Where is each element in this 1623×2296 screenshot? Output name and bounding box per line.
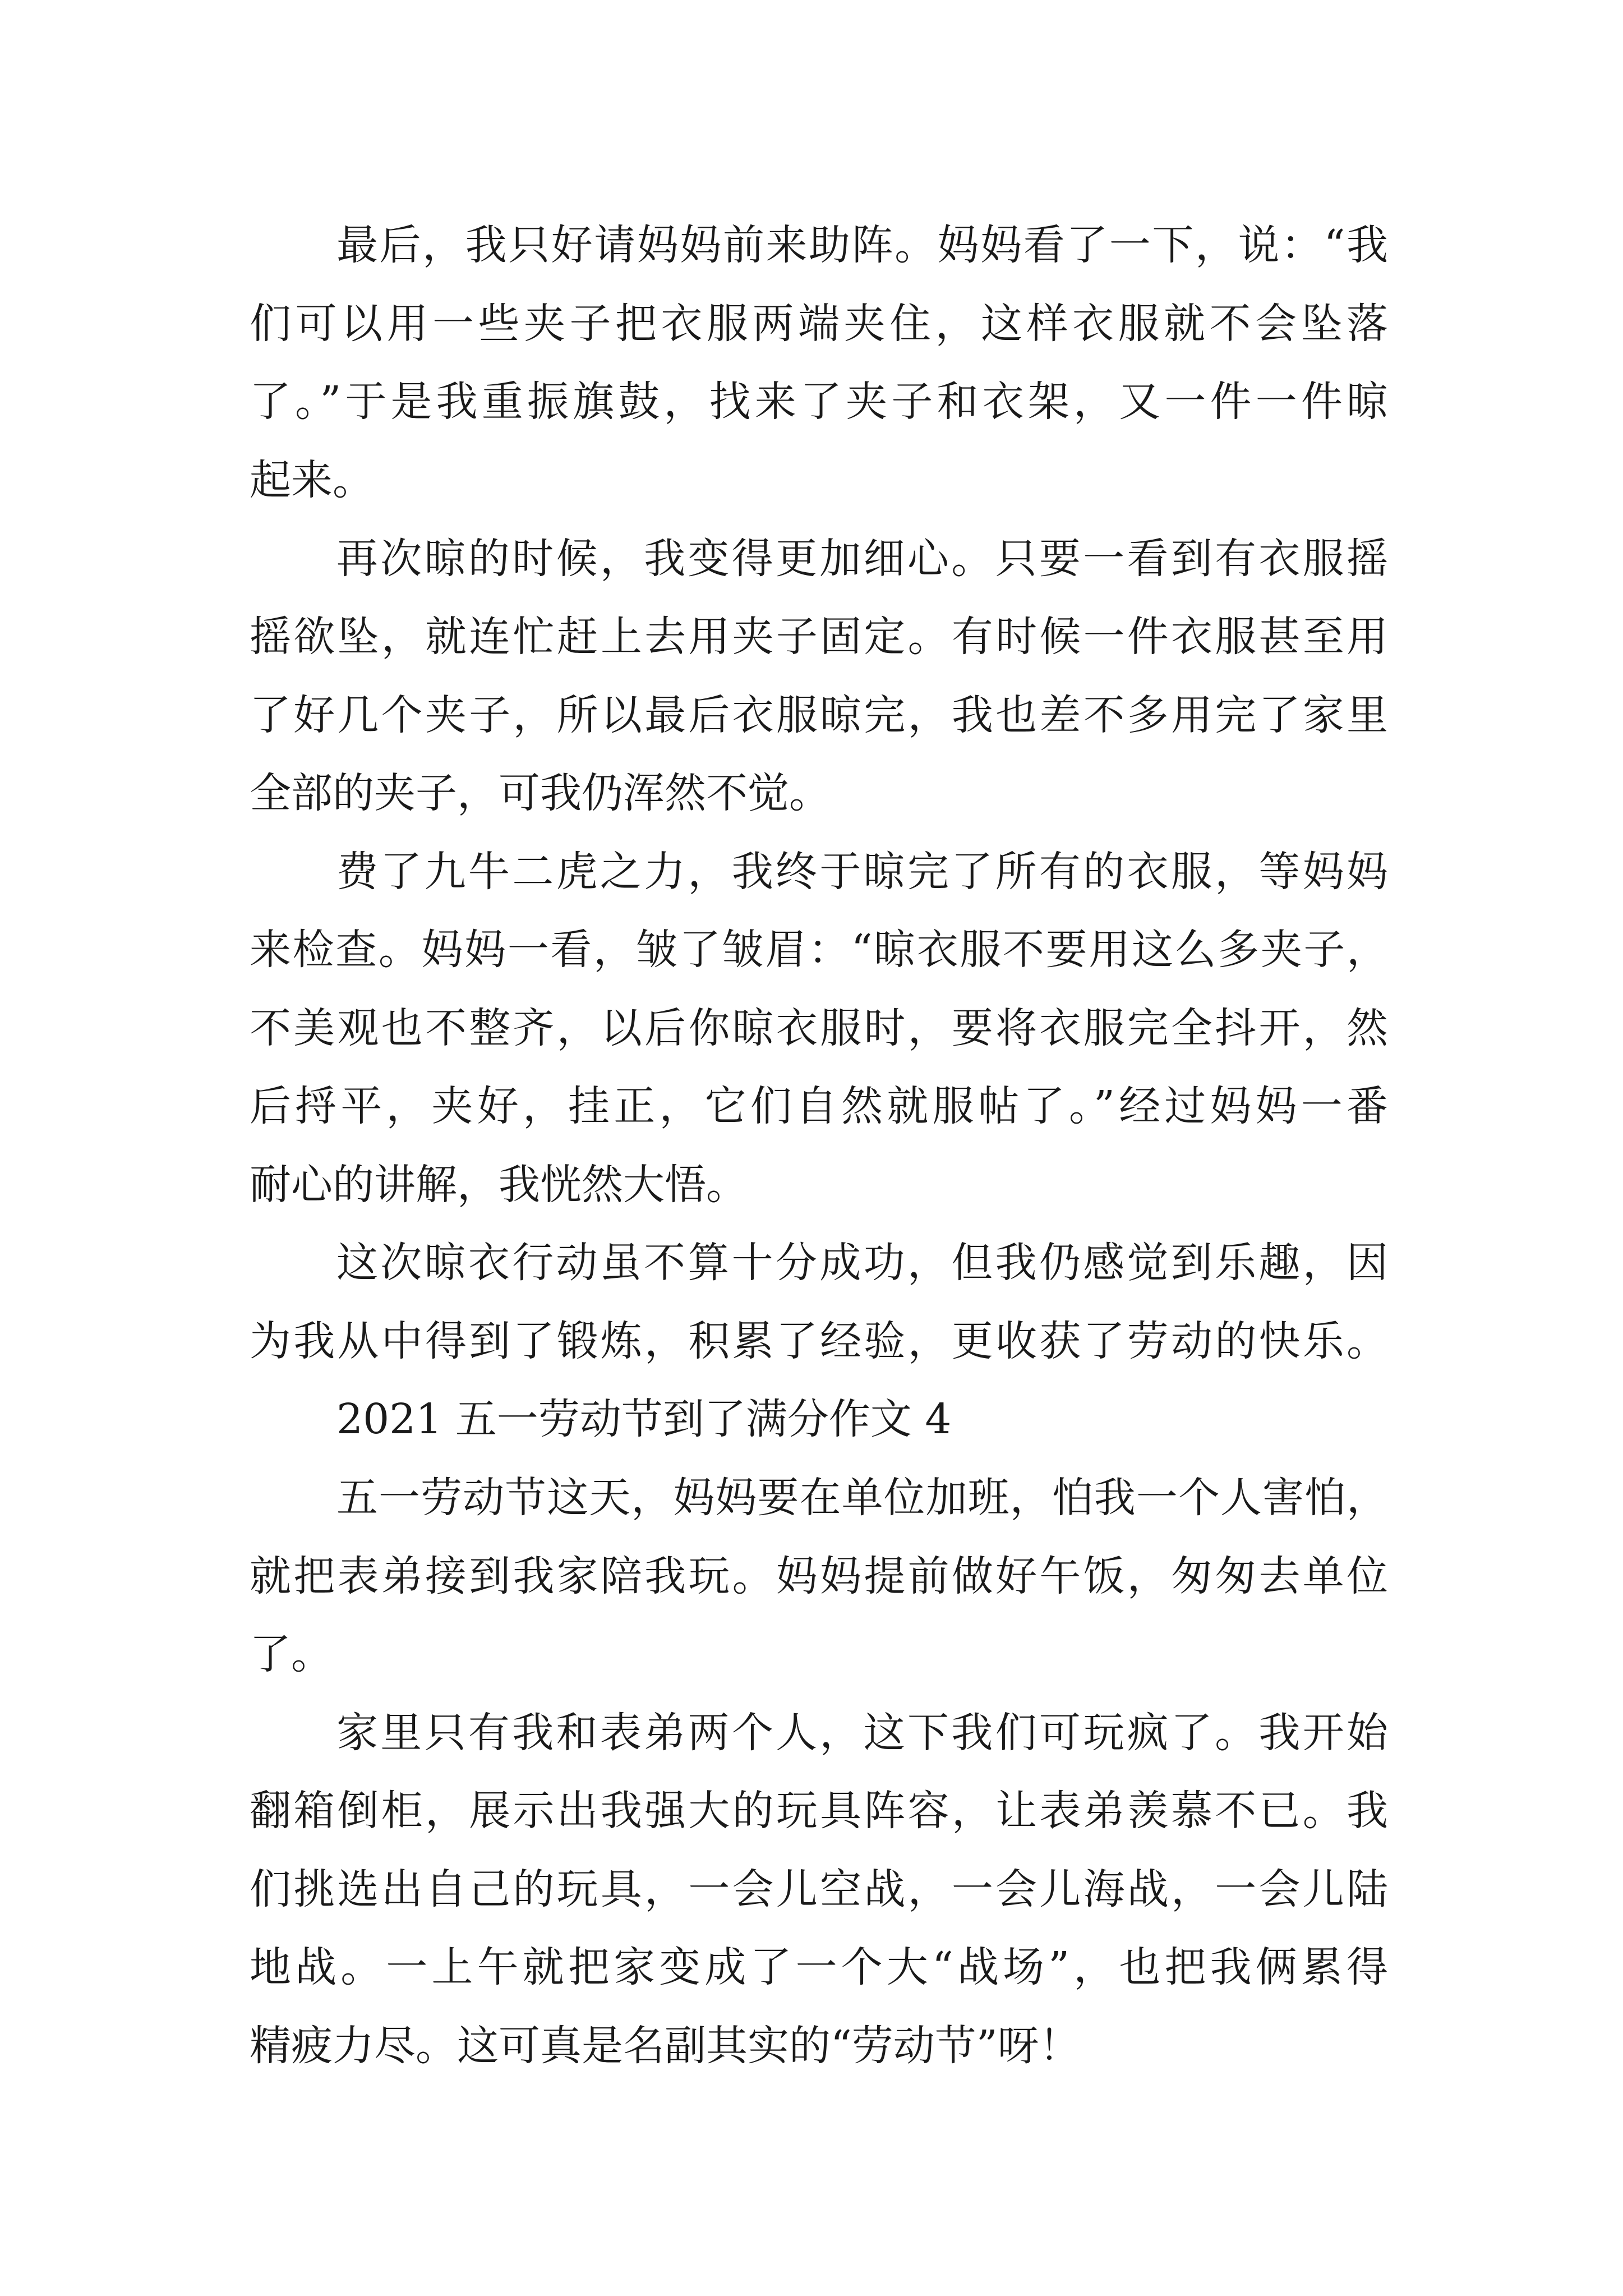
paragraph-6-line-5: 精疲力尽。这可真是名副其实的“劳动节”呀！ [250, 2022, 1081, 2070]
paragraph-4-line-2: 为我从中得到了锻炼，积累了经验，更收获了劳动的快乐。 [250, 1317, 1388, 1365]
paragraph-5-line-3: 了。 [250, 1630, 333, 1678]
paragraph-2-line-3: 了好几个夹子，所以最后衣服晾完，我也差不多用完了家里 [250, 691, 1388, 739]
paragraph-6-line-3: 们挑选出自己的玩具，一会儿空战，一会儿海战，一会儿陆 [250, 1865, 1388, 1913]
paragraph-1-line-3: 了。”于是我重振旗鼓，找来了夹子和衣架，又一件一件晾 [250, 378, 1388, 426]
paragraph-1-line-1: 最后，我只好请妈妈前来助阵。妈妈看了一下，说：“我 [336, 221, 1388, 269]
paragraph-6-line-1: 家里只有我和表弟两个人，这下我们可玩疯了。我开始 [336, 1709, 1388, 1757]
section-heading: 2021 五一劳动节到了满分作文 4 [336, 1395, 952, 1443]
paragraph-3-line-2: 来检查。妈妈一看，皱了皱眉：“晾衣服不要用这么多夹子， [250, 926, 1388, 974]
paragraph-6-line-2: 翻箱倒柜，展示出我强大的玩具阵容，让表弟羡慕不已。我 [250, 1787, 1388, 1835]
paragraph-3-line-3: 不美观也不整齐，以后你晾衣服时，要将衣服完全抖开，然 [250, 1004, 1388, 1052]
paragraph-2-line-1: 再次晾的时候，我变得更加细心。只要一看到有衣服摇 [336, 535, 1388, 583]
paragraph-4-line-1: 这次晾衣行动虽不算十分成功，但我仍感觉到乐趣，因 [336, 1239, 1388, 1287]
paragraph-1-line-2: 们可以用一些夹子把衣服两端夹住，这样衣服就不会坠落 [250, 300, 1388, 348]
paragraph-2-line-4: 全部的夹子，可我仍浑然不觉。 [250, 769, 831, 817]
paragraph-2-line-2: 摇欲坠，就连忙赶上去用夹子固定。有时候一件衣服甚至用 [250, 613, 1388, 661]
paragraph-5-line-2: 就把表弟接到我家陪我玩。妈妈提前做好午饭，匆匆去单位 [250, 1552, 1388, 1600]
paragraph-3-line-4: 后捋平，夹好，挂正，它们自然就服帖了。”经过妈妈一番 [250, 1082, 1388, 1130]
paragraph-1-line-4: 起来。 [250, 456, 374, 504]
paragraph-3-line-1: 费了九牛二虎之力，我终于晾完了所有的衣服，等妈妈 [336, 848, 1388, 896]
paragraph-6-line-4: 地战。一上午就把家变成了一个大“战场”，也把我俩累得 [250, 1943, 1388, 1991]
paragraph-5-line-1: 五一劳动节这天，妈妈要在单位加班，怕我一个人害怕， [336, 1474, 1388, 1522]
paragraph-3-line-5: 耐心的讲解，我恍然大悟。 [250, 1161, 748, 1209]
